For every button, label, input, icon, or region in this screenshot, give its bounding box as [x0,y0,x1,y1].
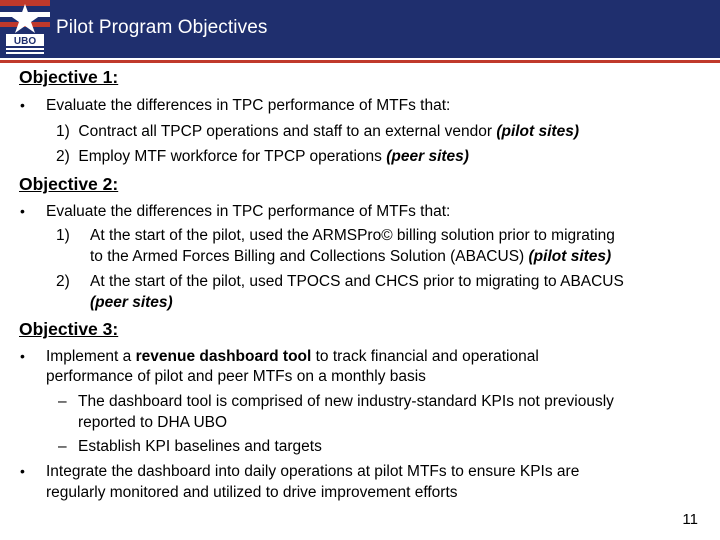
item-text: to the Armed Forces Billing and Collections Solution (ABACUS) [90,248,529,265]
page-title: Pilot Program Objectives [56,17,268,38]
objective-3-bullet-1-line2: performance of pilot and peer MTFs on a monthly basis [46,368,426,385]
item-number: 2) [56,148,70,165]
objective-2-bullet: Evaluate the differences in TPC performance of MTFs that: [46,203,451,220]
bullet-icon: • [20,348,25,364]
objective-3-sub-1-line2: reported to DHA UBO [78,414,228,431]
objective-2-item-2-line1: At the start of the pilot, used TPOCS and CHCS prior to migrating to ABACUS [90,273,624,290]
highlight-text: revenue dashboard tool [135,348,312,365]
objective-2-item-2-tag: (peer sites) [90,294,173,311]
objective-2-item-1-num: 1) [56,227,70,244]
objective-1-bullet: Evaluate the differences in TPC performance of MTFs that: [46,97,451,114]
objective-1-item-2 [56,147,469,166]
objective-3-sub-1-line1: The dashboard tool is comprised of new industry-standard KPIs not previously [78,393,614,410]
item-tag: (pilot sites) [528,248,612,265]
objective-2-item-1-line1: At the start of the pilot, used the ARMSPro© billing solution prior to migrating [90,227,615,244]
bullet-icon: • [20,97,25,113]
svg-text:UBO: UBO [13,36,37,47]
dash-icon: – [58,438,67,455]
objective-2-heading: Objective 2: [19,174,119,194]
objective-2-item-2-num: 2) [56,273,70,290]
bullet-icon: • [20,203,25,219]
objective-3-bullet-1-line1 [46,347,539,366]
item-tag: (pilot sites) [496,123,579,140]
objective-3-bullet-2-line2: regularly monitored and utilized to drive improvement efforts [46,484,458,501]
item-tag: (peer sites) [386,148,469,165]
objective-3-sub-2: Establish KPI baselines and targets [78,438,322,455]
objective-1-heading: Objective 1: [19,67,119,87]
page-number: 11 [682,511,698,528]
item-text: Employ MTF workforce for TPCP operations [78,148,387,165]
dash-icon: – [58,393,67,410]
item-number: 1) [56,123,70,140]
objective-2-item-1-line2 [90,247,611,266]
item-text: Contract all TPCP operations and staff to an external vendor [78,123,497,140]
bullet-text: to track financial and operational [311,348,539,365]
objective-3-bullet-2-line1: Integrate the dashboard into daily operations at pilot MTFs to ensure KPIs are [46,463,580,480]
bullet-text: Implement a [46,348,136,365]
objective-3-heading: Objective 3: [19,319,119,339]
objective-1-item-1 [56,122,579,141]
bullet-icon: • [20,463,25,479]
